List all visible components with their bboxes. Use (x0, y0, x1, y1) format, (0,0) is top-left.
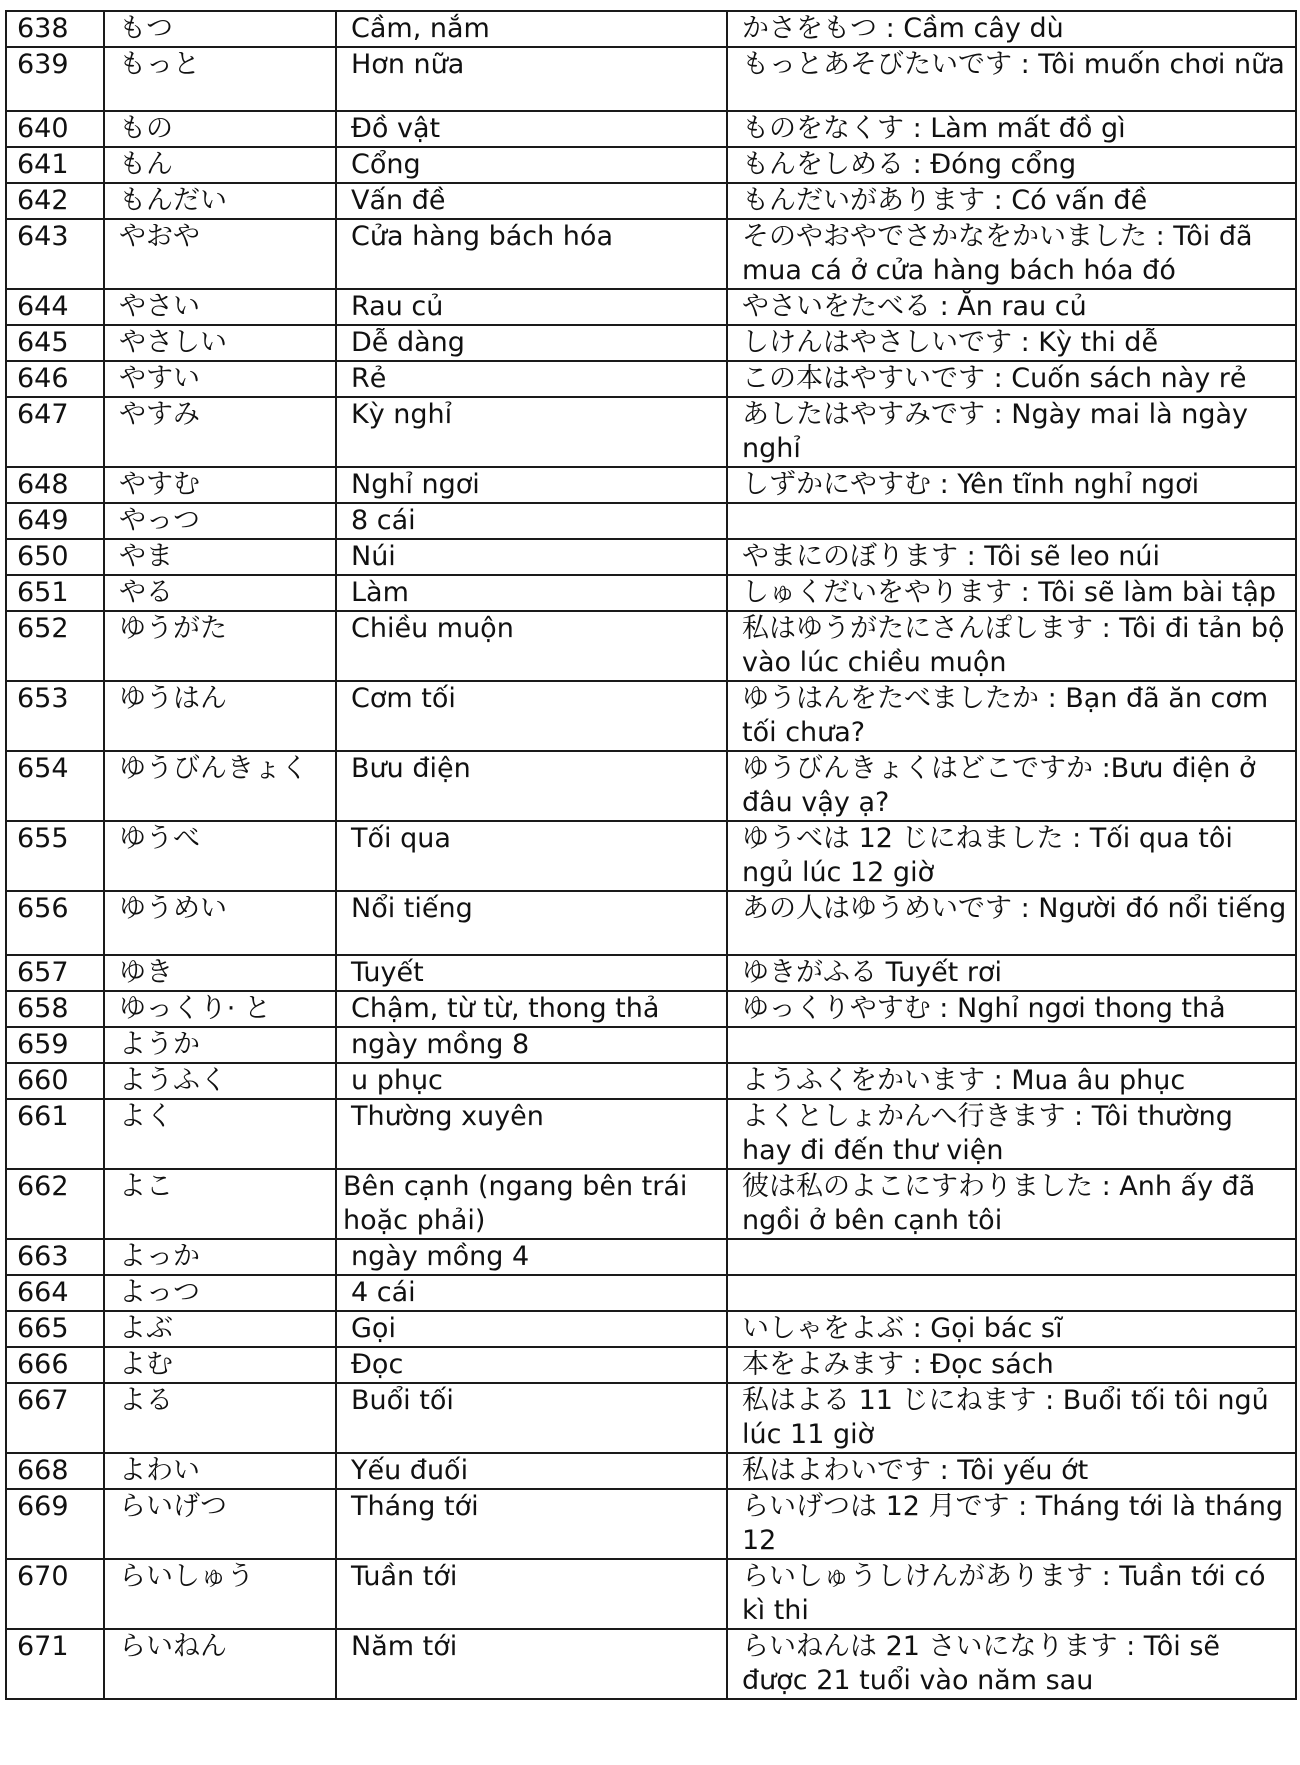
example-sentence: ゆうべは 12 じにねました : Tối qua tôi ngủ lúc 12 giờ (727, 821, 1296, 891)
table-row (6, 1347, 1296, 1383)
japanese-word: よぶ (104, 1311, 336, 1347)
vietnamese-meaning: Tháng tới (336, 1489, 727, 1559)
japanese-word: もつ (104, 11, 336, 47)
table-row (6, 397, 1296, 467)
japanese-word: よわい (104, 1453, 336, 1489)
vietnamese-meaning: Đồ vật (336, 111, 727, 147)
japanese-word: らいしゅう (104, 1559, 336, 1629)
entry-number: 649 (6, 503, 104, 539)
example-sentence: ゆきがふる Tuyết rơi (727, 955, 1296, 991)
entry-number: 641 (6, 147, 104, 183)
japanese-word: やすみ (104, 397, 336, 467)
table-row (6, 183, 1296, 219)
table-row (6, 1169, 1296, 1239)
entry-number: 661 (6, 1099, 104, 1169)
entry-number: 643 (6, 219, 104, 289)
japanese-word: ゆうびんきょく (104, 751, 336, 821)
example-sentence: 彼は私のよこにすわりました : Anh ấy đã ngồi ở bên cạnh tôi (727, 1169, 1296, 1239)
table-row (6, 891, 1296, 955)
table-row (6, 1453, 1296, 1489)
vietnamese-meaning: Rẻ (336, 361, 727, 397)
vietnamese-meaning: 4 cái (336, 1275, 727, 1311)
japanese-word: よっつ (104, 1275, 336, 1311)
vietnamese-meaning: Đọc (336, 1347, 727, 1383)
table-row (6, 1629, 1296, 1699)
japanese-word: ようふく (104, 1063, 336, 1099)
entry-number: 655 (6, 821, 104, 891)
entry-number: 669 (6, 1489, 104, 1559)
table-row (6, 1027, 1296, 1063)
japanese-word: やすい (104, 361, 336, 397)
entry-number: 650 (6, 539, 104, 575)
japanese-word: ようか (104, 1027, 336, 1063)
example-sentence: ゆうびんきょくはどこですか :Bưu điện ở đâu vậy ạ? (727, 751, 1296, 821)
japanese-word: よこ (104, 1169, 336, 1239)
example-sentence: らいねんは 21 さいになります : Tôi sẽ được 21 tuổi vào năm sau (727, 1629, 1296, 1699)
vietnamese-meaning: Bưu điện (336, 751, 727, 821)
japanese-word: よむ (104, 1347, 336, 1383)
table-row (6, 751, 1296, 821)
entry-number: 664 (6, 1275, 104, 1311)
example-sentence: しずかにやすむ : Yên tĩnh nghỉ ngơi (727, 467, 1296, 503)
japanese-word: やすむ (104, 467, 336, 503)
entry-number: 640 (6, 111, 104, 147)
example-sentence: やまにのぼります : Tôi sẽ leo núi (727, 539, 1296, 575)
example-sentence: 本をよみます : Đọc sách (727, 1347, 1296, 1383)
table-row (6, 1383, 1296, 1453)
entry-number: 647 (6, 397, 104, 467)
entry-number: 657 (6, 955, 104, 991)
example-sentence: ようふくをかいます : Mua âu phục (727, 1063, 1296, 1099)
example-sentence: 私はゆうがたにさんぽします : Tôi đi tản bộ vào lúc chiều muộn (727, 611, 1296, 681)
entry-number: 660 (6, 1063, 104, 1099)
example-sentence: ものをなくす : Làm mất đồ gì (727, 111, 1296, 147)
example-sentence: 私はよわいです : Tôi yếu ớt (727, 1453, 1296, 1489)
table-row (6, 1311, 1296, 1347)
table-row (6, 325, 1296, 361)
table-row (6, 1063, 1296, 1099)
japanese-word: もの (104, 111, 336, 147)
vietnamese-meaning: ngày mồng 8 (336, 1027, 727, 1063)
japanese-word: ゆうがた (104, 611, 336, 681)
japanese-word: もっと (104, 47, 336, 111)
entry-number: 644 (6, 289, 104, 325)
table-row (6, 991, 1296, 1027)
table-row (6, 575, 1296, 611)
entry-number: 651 (6, 575, 104, 611)
vocabulary-table (5, 10, 1297, 1700)
example-sentence: もっとあそびたいです : Tôi muốn chơi nữa (727, 47, 1296, 111)
vietnamese-meaning: Cơm tối (336, 681, 727, 751)
vietnamese-meaning: Cổng (336, 147, 727, 183)
example-sentence: 私はよる 11 じにねます : Buổi tối tôi ngủ lúc 11 giờ (727, 1383, 1296, 1453)
entry-number: 665 (6, 1311, 104, 1347)
vietnamese-meaning: Cửa hàng bách hóa (336, 219, 727, 289)
example-sentence: ゆっくりやすむ : Nghỉ ngơi thong thả (727, 991, 1296, 1027)
vietnamese-meaning: Chiều muộn (336, 611, 727, 681)
japanese-word: ゆうべ (104, 821, 336, 891)
table-row (6, 361, 1296, 397)
example-sentence: らいげつは 12 月です : Tháng tới là tháng 12 (727, 1489, 1296, 1559)
japanese-word: ゆき (104, 955, 336, 991)
japanese-word: よる (104, 1383, 336, 1453)
table-row (6, 1559, 1296, 1629)
example-sentence: しゅくだいをやります : Tôi sẽ làm bài tập (727, 575, 1296, 611)
table-row (6, 539, 1296, 575)
entry-number: 639 (6, 47, 104, 111)
vocabulary-table-body (6, 11, 1296, 1699)
example-sentence: もんをしめる : Đóng cổng (727, 147, 1296, 183)
japanese-word: もんだい (104, 183, 336, 219)
table-row (6, 1239, 1296, 1275)
vietnamese-meaning: Tối qua (336, 821, 727, 891)
japanese-word: ゆっくり· と (104, 991, 336, 1027)
table-row (6, 821, 1296, 891)
vietnamese-meaning: ngày mồng 4 (336, 1239, 727, 1275)
table-row (6, 1275, 1296, 1311)
entry-number: 658 (6, 991, 104, 1027)
vietnamese-meaning: Kỳ nghỉ (336, 397, 727, 467)
example-sentence: よくとしょかんへ行きます : Tôi thường hay đi đến thư viện (727, 1099, 1296, 1169)
japanese-word: よく (104, 1099, 336, 1169)
vietnamese-meaning: Nghỉ ngơi (336, 467, 727, 503)
table-row (6, 1489, 1296, 1559)
vietnamese-meaning: Buổi tối (336, 1383, 727, 1453)
japanese-word: やおや (104, 219, 336, 289)
entry-number: 671 (6, 1629, 104, 1699)
example-sentence: もんだいがあります : Có vấn đề (727, 183, 1296, 219)
table-row (6, 955, 1296, 991)
example-sentence: あの人はゆうめいです : Người đó nổi tiếng (727, 891, 1296, 955)
vietnamese-meaning: Gọi (336, 1311, 727, 1347)
vietnamese-meaning: 8 cái (336, 503, 727, 539)
vietnamese-meaning: Nổi tiếng (336, 891, 727, 955)
entry-number: 670 (6, 1559, 104, 1629)
japanese-word: やさしい (104, 325, 336, 361)
example-sentence: ゆうはんをたべましたか : Bạn đã ăn cơm tối chưa? (727, 681, 1296, 751)
example-sentence (727, 1027, 1296, 1063)
example-sentence (727, 503, 1296, 539)
entry-number: 653 (6, 681, 104, 751)
japanese-word: ゆうはん (104, 681, 336, 751)
example-sentence: あしたはやすみです : Ngày mai là ngày nghỉ (727, 397, 1296, 467)
example-sentence: やさいをたべる : Ăn rau củ (727, 289, 1296, 325)
vietnamese-meaning: Cầm, nắm (336, 11, 727, 47)
entry-number: 656 (6, 891, 104, 955)
japanese-word: らいねん (104, 1629, 336, 1699)
example-sentence: いしゃをよぶ : Gọi bác sĩ (727, 1311, 1296, 1347)
vietnamese-meaning: Hơn nữa (336, 47, 727, 111)
japanese-word: やま (104, 539, 336, 575)
table-row (6, 289, 1296, 325)
example-sentence: そのやおやでさかなをかいました : Tôi đã mua cá ở cửa hàng bách hóa đó (727, 219, 1296, 289)
example-sentence: かさをもつ : Cầm cây dù (727, 11, 1296, 47)
table-row (6, 611, 1296, 681)
japanese-word: もん (104, 147, 336, 183)
japanese-word: やる (104, 575, 336, 611)
table-row (6, 47, 1296, 111)
entry-number: 654 (6, 751, 104, 821)
vietnamese-meaning: Rau củ (336, 289, 727, 325)
entry-number: 642 (6, 183, 104, 219)
table-row (6, 219, 1296, 289)
entry-number: 646 (6, 361, 104, 397)
example-sentence (727, 1239, 1296, 1275)
entry-number: 645 (6, 325, 104, 361)
entry-number: 659 (6, 1027, 104, 1063)
vietnamese-meaning: Núi (336, 539, 727, 575)
entry-number: 638 (6, 11, 104, 47)
entry-number: 668 (6, 1453, 104, 1489)
vietnamese-meaning: Làm (336, 575, 727, 611)
vietnamese-meaning: Thường xuyên (336, 1099, 727, 1169)
table-row (6, 1099, 1296, 1169)
japanese-word: ゆうめい (104, 891, 336, 955)
table-row (6, 503, 1296, 539)
vietnamese-meaning: Yếu đuối (336, 1453, 727, 1489)
vietnamese-meaning: Vấn đề (336, 183, 727, 219)
table-row (6, 111, 1296, 147)
entry-number: 648 (6, 467, 104, 503)
japanese-word: よっか (104, 1239, 336, 1275)
entry-number: 652 (6, 611, 104, 681)
vietnamese-meaning: Tuần tới (336, 1559, 727, 1629)
table-row (6, 681, 1296, 751)
example-sentence: しけんはやさしいです : Kỳ thi dễ (727, 325, 1296, 361)
example-sentence: らいしゅうしけんがあります : Tuần tới có kì thi (727, 1559, 1296, 1629)
vietnamese-meaning: Dễ dàng (336, 325, 727, 361)
example-sentence: この本はやすいです : Cuốn sách này rẻ (727, 361, 1296, 397)
vietnamese-meaning: Bên cạnh (ngang bên trái hoặc phải) (336, 1169, 727, 1239)
japanese-word: やっつ (104, 503, 336, 539)
entry-number: 666 (6, 1347, 104, 1383)
japanese-word: らいげつ (104, 1489, 336, 1559)
table-row (6, 467, 1296, 503)
japanese-word: やさい (104, 289, 336, 325)
table-row (6, 147, 1296, 183)
entry-number: 662 (6, 1169, 104, 1239)
example-sentence (727, 1275, 1296, 1311)
vietnamese-meaning: Năm tới (336, 1629, 727, 1699)
table-row (6, 11, 1296, 47)
vietnamese-meaning: Tuyết (336, 955, 727, 991)
vietnamese-meaning: u phục (336, 1063, 727, 1099)
entry-number: 667 (6, 1383, 104, 1453)
entry-number: 663 (6, 1239, 104, 1275)
vietnamese-meaning: Chậm, từ từ, thong thả (336, 991, 727, 1027)
